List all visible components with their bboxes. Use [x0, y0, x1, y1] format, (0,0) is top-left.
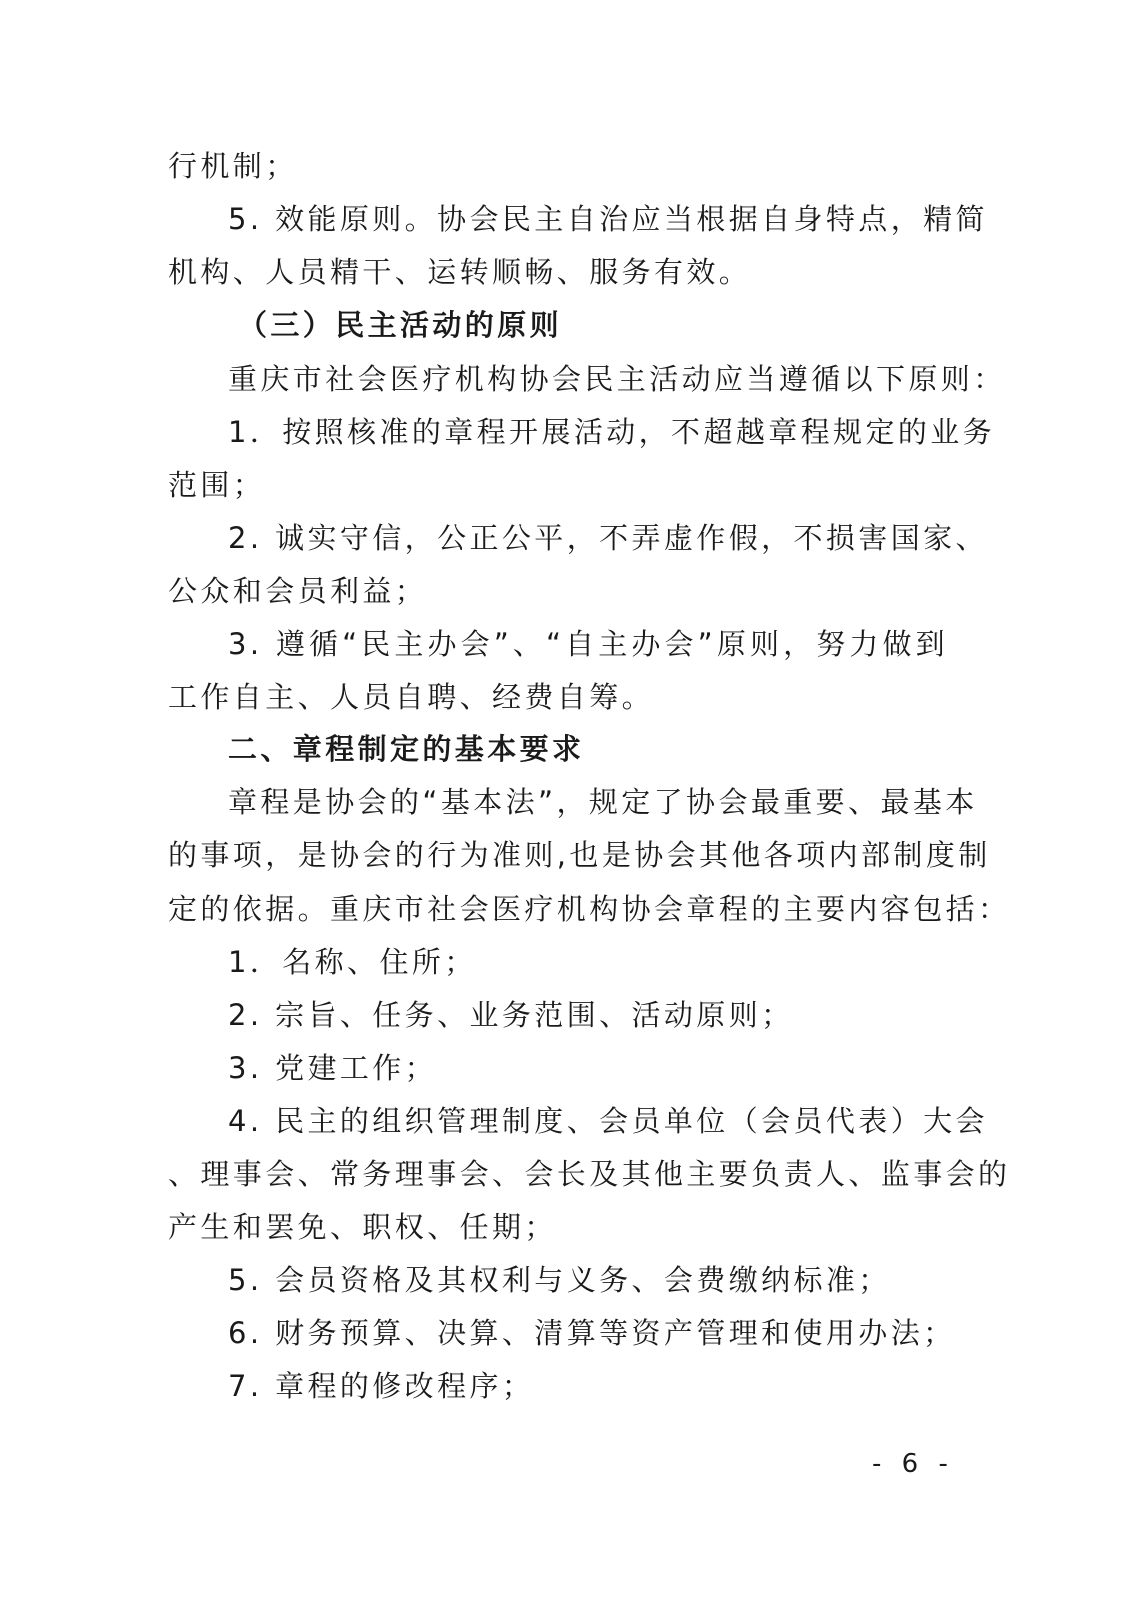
- text-line: 工作自主、人员自聘、经费自筹。: [168, 680, 655, 714]
- list-item: 1．名称、住所；: [228, 945, 477, 979]
- text-line: 机构、人员精干、运转顺畅、服务有效。: [168, 255, 752, 289]
- list-item: 4. 民主的组织管理制度、会员单位（会员代表）大会: [228, 1104, 988, 1138]
- text-line: 、理事会、常务理事会、会长及其他主要负责人、监事会的: [168, 1157, 1011, 1191]
- text-line: 章程是协会的“基本法”，规定了协会最重要、最基本: [228, 785, 978, 819]
- chapter-heading: 二、章程制定的基本要求: [228, 732, 585, 766]
- text-line: 1．按照核准的章程开展活动，不超越章程规定的业务: [228, 415, 996, 449]
- list-item: 2. 宗旨、任务、业务范围、活动原则；: [228, 998, 794, 1032]
- list-item: 3. 党建工作；: [228, 1051, 438, 1085]
- text-line: 公众和会员利益；: [168, 574, 428, 608]
- page-number: - 6 -: [872, 1449, 954, 1479]
- text-line: 范围；: [168, 468, 266, 502]
- list-item: 5. 会员资格及其权利与义务、会费缴纳标准；: [228, 1263, 891, 1297]
- text-line: 定的依据。重庆市社会医疗机构协会章程的主要内容包括：: [168, 892, 1011, 926]
- text-line: 3. 遵循“民主办会”、“自主办会”原则，努力做到: [228, 627, 948, 661]
- list-item: 7. 章程的修改程序；: [228, 1369, 535, 1403]
- text-line: 的事项，是协会的行为准则,也是协会其他各项内部制度制: [168, 838, 991, 872]
- text-line: 重庆市社会医疗机构协会民主活动应当遵循以下原则：: [228, 362, 1006, 396]
- list-item: 6. 财务预算、决算、清算等资产管理和使用办法；: [228, 1316, 956, 1350]
- section-heading: （三）民主活动的原则: [238, 308, 563, 342]
- text-line: 5. 效能原则。协会民主自治应当根据自身特点，精简: [228, 202, 988, 236]
- text-line: 产生和罢免、职权、任期；: [168, 1210, 557, 1244]
- text-line: 2. 诚实守信，公正公平，不弄虚作假，不损害国家、: [228, 521, 988, 555]
- text-line: 行机制；: [168, 149, 298, 183]
